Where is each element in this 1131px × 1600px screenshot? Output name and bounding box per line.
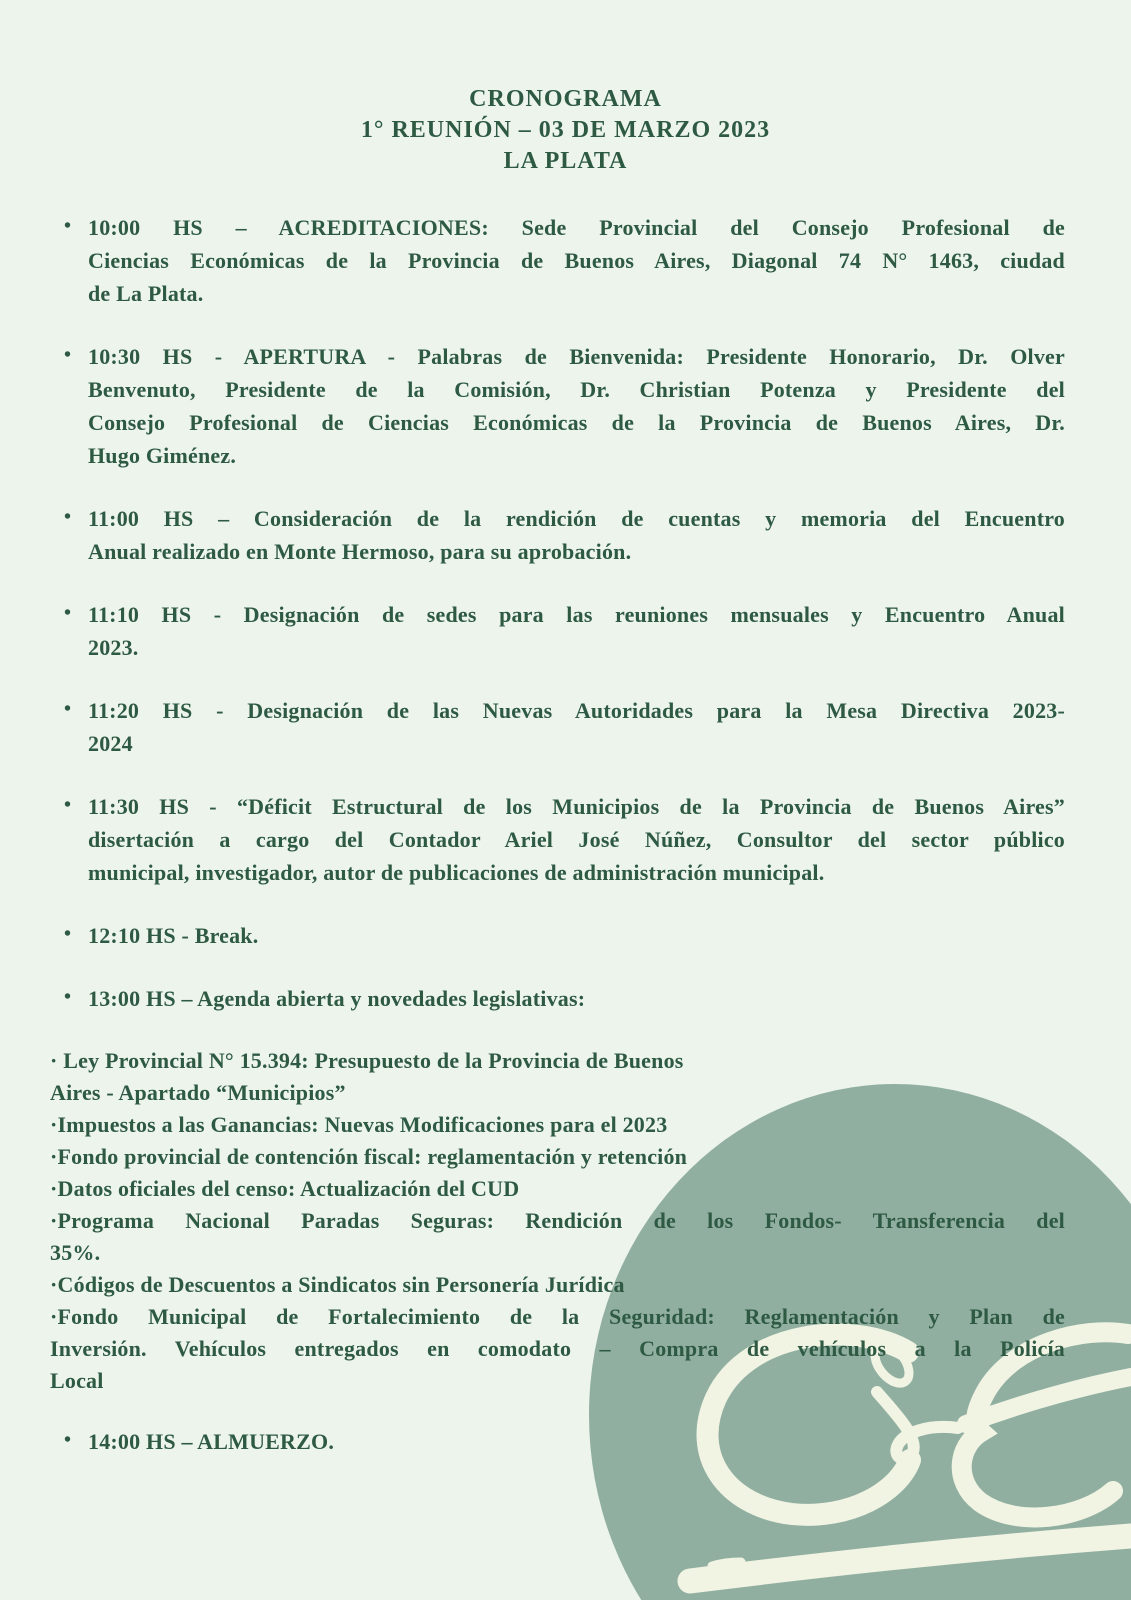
document-title — [0, 0, 1131, 177]
agenda-item — [64, 919, 1065, 952]
agenda-item — [50, 1173, 1065, 1205]
bullet-marker: • — [64, 1429, 72, 1451]
title-line-reunion-fecha: 1° REUNIÓN – 03 DE MARZO 2023 — [360, 117, 771, 143]
agenda-line: 14:00 HS – ALMUERZO. — [88, 1429, 335, 1454]
agenda-line: 12:10 HS - Break. — [88, 923, 259, 948]
agenda-line: disertación a cargo del Contador Ariel José Núñez, Consultor del sector público — [88, 827, 1065, 852]
agenda-line: 11:00 HS – Consideración de la rendición de cuentas y memoria del Encuentro — [88, 506, 1065, 531]
agenda-item — [64, 598, 1065, 664]
agenda-line: Benvenuto, Presidente de la Comisión, Dr. Christian Potenza y Presidente del — [88, 377, 1065, 402]
agenda-line: Inversión. Vehículos entregados en comodato – Compra de vehículos a la Policía — [50, 1336, 1065, 1361]
agenda-line: 10:30 HS - APERTURA - Palabras de Bienvenida: Presidente Honorario, Dr. Olver — [88, 344, 1065, 369]
agenda-line: Local — [50, 1368, 104, 1393]
agenda-line: · Ley Provincial N° 15.394: Presupuesto de la Provincia de Buenos — [50, 1048, 684, 1073]
agenda-list — [0, 211, 1131, 1458]
bullet-marker: • — [64, 506, 72, 528]
agenda-line: 35%. — [50, 1240, 101, 1265]
agenda-line: ·Impuestos a las Ganancias: Nuevas Modificaciones para el 2023 — [50, 1112, 668, 1137]
agenda-item — [64, 982, 1065, 1015]
agenda-item — [64, 694, 1065, 760]
agenda-line: Ciencias Económicas de la Provincia de Buenos Aires, Diagonal 74 N° 1463, ciudad — [88, 248, 1065, 273]
agenda-item — [64, 340, 1065, 472]
agenda-item — [50, 1205, 1065, 1269]
agenda-line: ·Datos oficiales del censo: Actualización del CUD — [50, 1176, 520, 1201]
agenda-line: ·Programa Nacional Paradas Seguras: Rendición de los Fondos- Transferencia del — [50, 1208, 1065, 1233]
bullet-marker: • — [64, 923, 72, 945]
agenda-line: Hugo Giménez. — [88, 443, 237, 468]
bullet-marker: • — [64, 794, 72, 816]
agenda-line: ·Fondo Municipal de Fortalecimiento de la Seguridad: Reglamentación y Plan de — [50, 1304, 1065, 1329]
agenda-item — [50, 1045, 1065, 1109]
agenda-line: Anual realizado en Monte Hermoso, para su aprobación. — [88, 539, 632, 564]
agenda-line: 11:10 HS - Designación de sedes para las reuniones mensuales y Encuentro Anual — [88, 602, 1065, 627]
agenda-line: ·Fondo provincial de contención fiscal: reglamentación y retención — [50, 1144, 688, 1169]
bullet-marker: • — [64, 215, 72, 237]
bullet-marker: • — [64, 986, 72, 1008]
agenda-line: 11:20 HS - Designación de las Nuevas Autoridades para la Mesa Directiva 2023- — [88, 698, 1065, 723]
agenda-item — [64, 502, 1065, 568]
agenda-item — [50, 1109, 1065, 1141]
agenda-item — [50, 1301, 1065, 1397]
agenda-line: Consejo Profesional de Ciencias Económicas de la Provincia de Buenos Aires, Dr. — [88, 410, 1065, 435]
agenda-item — [50, 1141, 1065, 1173]
agenda-line: Aires - Apartado “Municipios” — [50, 1080, 346, 1105]
title-line-cronograma: CRONOGRAMA — [469, 86, 662, 112]
title-line-lugar: LA PLATA — [503, 148, 628, 174]
agenda-item — [64, 790, 1065, 889]
agenda-item — [64, 211, 1065, 310]
bullet-marker: • — [64, 344, 72, 366]
agenda-line: de La Plata. — [88, 281, 204, 306]
agenda-line: 13:00 HS – Agenda abierta y novedades legislativas: — [88, 986, 586, 1011]
bullet-marker: • — [64, 602, 72, 624]
agenda-line: 10:00 HS – ACREDITACIONES: Sede Provincial del Consejo Profesional de — [88, 215, 1065, 240]
bullet-marker: • — [64, 698, 72, 720]
agenda-line: 11:30 HS - “Déficit Estructural de los Municipios de la Provincia de Buenos Aires” — [88, 794, 1065, 819]
agenda-line: 2023. — [88, 635, 139, 660]
agenda-item — [50, 1269, 1065, 1301]
agenda-line: municipal, investigador, autor de publicaciones de administración municipal. — [88, 860, 825, 885]
agenda-line: 2024 — [88, 731, 133, 756]
agenda-item — [64, 1425, 1065, 1458]
agenda-line: ·Códigos de Descuentos a Sindicatos sin Personería Jurídica — [50, 1272, 625, 1297]
logo-underline-dab — [712, 1562, 741, 1566]
